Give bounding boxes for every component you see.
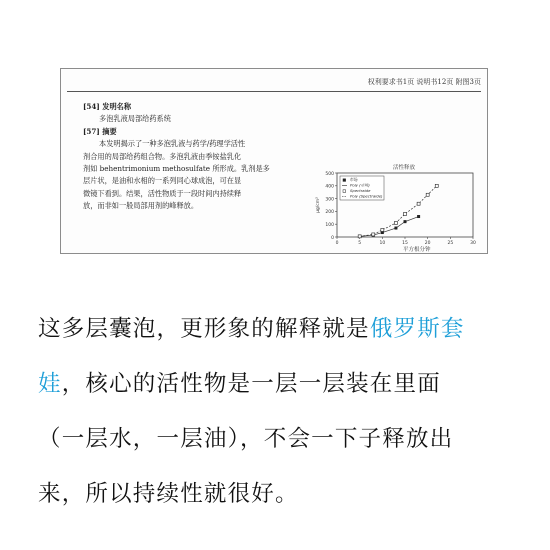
- caption-line-4: 来，所以持续性就很好。: [38, 481, 299, 507]
- x-tick-label: 30: [470, 241, 476, 246]
- abstract-line: 剂如 behentrimonium methosulfate 所形成。乳剂是多: [83, 164, 270, 174]
- patent-abstract: [83, 101, 309, 213]
- caption-line-1: [38, 302, 518, 357]
- caption-text: 这多层囊泡，更形象的解释就是: [38, 316, 370, 342]
- title-row: [83, 101, 309, 113]
- legend-label: 市场: [350, 177, 358, 182]
- x-tick-label: 25: [447, 241, 454, 246]
- x-tick-label: 20: [424, 241, 431, 246]
- header-divider: [67, 91, 481, 92]
- legend-label: Poly (市场): [350, 182, 370, 188]
- y-tick-label: 500: [325, 171, 334, 177]
- abstract-row: [83, 126, 309, 138]
- data-point-spectraide: [435, 184, 438, 187]
- caption-line-2: [38, 357, 518, 412]
- caption-paragraph: [38, 302, 518, 522]
- abstract-tag: [57] 摘要: [83, 126, 117, 136]
- data-point-spectraide: [358, 235, 361, 238]
- highlight-russian-doll: 俄罗斯套: [369, 316, 465, 342]
- data-point-spectraide: [372, 233, 375, 236]
- x-tick-label: 0: [335, 241, 339, 246]
- patent-page-header: 权利要求书1页 说明书12页 附图3页: [367, 78, 481, 86]
- data-point-spectraide: [417, 202, 420, 205]
- chart-x-label: 平方根分钟: [403, 247, 431, 253]
- chart-y-label: μg/cm²: [316, 197, 321, 213]
- patent-title: 多泡乳液局部给药系统: [99, 114, 171, 124]
- x-tick-label: 5: [358, 241, 362, 246]
- abstract-line: 层片状，是油和水相的一系列同心球成泡，可在显: [83, 176, 242, 186]
- highlight-russian-doll-end: 娃: [38, 371, 62, 397]
- x-tick-label: 15: [402, 241, 408, 246]
- release-chart: [313, 163, 483, 251]
- data-point-spectraide: [394, 221, 397, 224]
- x-tick-label: 10: [379, 241, 386, 246]
- y-tick-label: 300: [325, 197, 334, 203]
- chart-title: 活性释放: [393, 165, 416, 171]
- y-tick-label: 400: [325, 184, 334, 190]
- y-tick-label: 0: [331, 235, 334, 241]
- legend-marker: [343, 190, 346, 193]
- legend-marker: [343, 179, 346, 182]
- chart-plot: [313, 163, 483, 251]
- y-tick-label: 200: [325, 210, 334, 216]
- data-point-market: [394, 227, 397, 230]
- legend-label: Poly (Spectraide): [350, 193, 383, 199]
- legend-label: Spectraide: [350, 188, 371, 193]
- caption-line-3: （一层水，一层油），不会一下子释放出: [38, 426, 454, 452]
- data-point-market: [404, 220, 407, 223]
- title-tag: [54] 发明名称: [83, 102, 132, 111]
- abstract-line: 放，而非如一般局部用剂的峰释放。: [83, 201, 199, 211]
- abstract-line: 剂合用的局部给药组合物。多泡乳液由季铵盐乳化: [83, 151, 242, 161]
- data-point-spectraide: [426, 193, 429, 196]
- data-point-market: [417, 215, 420, 218]
- data-point-spectraide: [404, 212, 407, 215]
- y-tick-label: 100: [325, 223, 334, 228]
- patent-document-image: [60, 68, 488, 254]
- abstract-line: 微镜下看到。结果，活性物质于一段时间内持续释: [83, 188, 242, 198]
- abstract-line: 本发明揭示了一种多泡乳液与药学/药理学活性: [99, 139, 246, 149]
- data-point-spectraide: [381, 228, 384, 231]
- caption-text: ，核心的活性物是一层一层装在里面: [61, 371, 441, 397]
